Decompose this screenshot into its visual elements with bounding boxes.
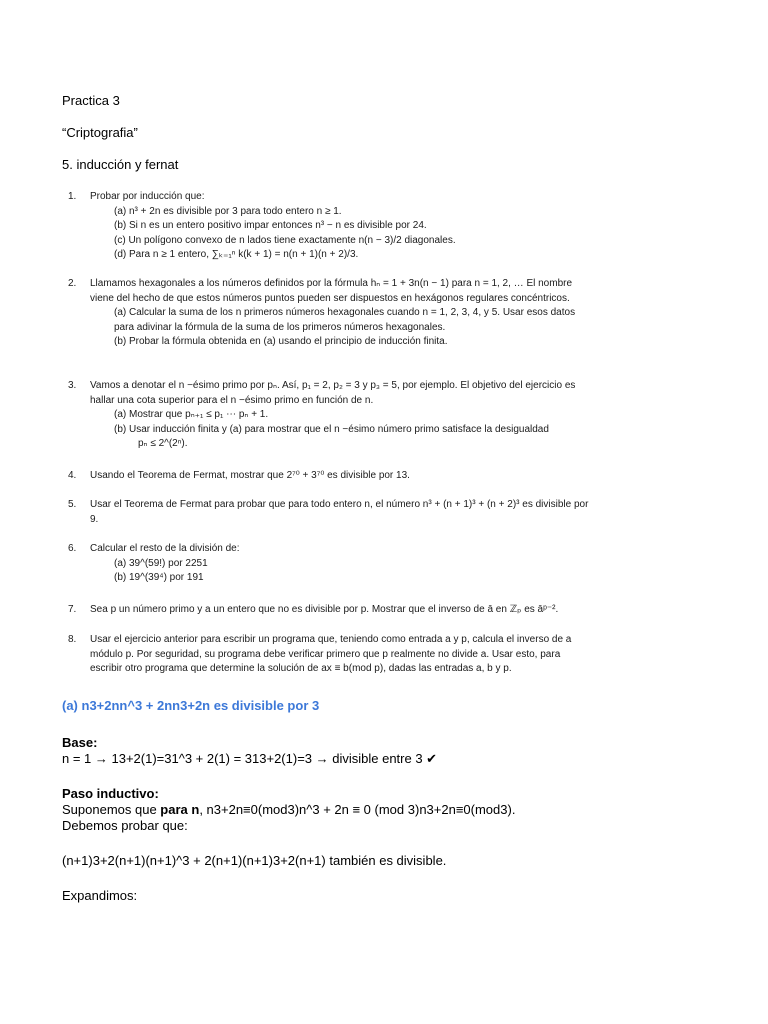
exercise-sheet-image	[62, 186, 592, 680]
exercise-number: 6.	[68, 543, 77, 554]
exercise-number: 4.	[68, 470, 77, 481]
exercise-item: (d) Para n ≥ 1 entero, ∑ₖ₌₁ⁿ k(k + 1) = n(n + 1)(n + 2)/3.	[114, 249, 359, 260]
exercise-intro: Calcular el resto de la división de:	[90, 543, 240, 554]
expand-text: Expandimos:	[62, 888, 138, 903]
exercise-intro: Usar el Teorema de Fermat para probar que para todo entero n, el número n³ + (n + 1)³ + (n + 2)³ es divisible por 9.	[90, 499, 589, 525]
exercise-intro: Sea p un número primo y a un entero que no es divisible por p. Mostrar que el inverso de ā en ℤₚ es āᵖ⁻².	[90, 604, 559, 615]
exercise-item: (b) Probar la fórmula obtenida en (a) usando el principio de inducción finita.	[114, 336, 448, 347]
doc-title: Practica 3	[62, 93, 120, 108]
answer-heading: (a) n3+2nn^3 + 2nn3+2n es divisible por 3	[62, 698, 320, 713]
exercise-number: 3.	[68, 380, 77, 391]
exercise-item: (b) Usar inducción finita y (a) para mostrar que el n −ésimo número primo satisface la desigualdad	[114, 423, 549, 435]
exercise-item: pₙ ≤ 2^(2ⁿ).	[138, 438, 188, 449]
section-heading: 5. inducción y fernat	[62, 157, 179, 172]
exercise-number: 8.	[68, 634, 77, 645]
exercise-number: 2.	[68, 278, 77, 289]
inductive-step-label: Paso inductivo:	[62, 786, 159, 801]
exercise-item: (a) 39^(59!) por 2251	[114, 557, 208, 569]
base-text: n = 1 → 13+2(1)=31^3 + 2(1) = 313+2(1)=3 → divisible entre 3 ✔	[62, 751, 438, 766]
exercise-item: (a) n³ + 2n es divisible por 3 para todo entero n ≥ 1.	[114, 205, 342, 217]
inductive-hypothesis	[62, 802, 515, 818]
hypothesis-bold: para n	[160, 802, 200, 817]
exercise-number: 7.	[68, 604, 77, 615]
base-label: Base:	[62, 735, 98, 750]
doc-subtitle: “Criptografia”	[62, 125, 138, 140]
exercise-intro: Probar por inducción que:	[90, 191, 205, 202]
exercise-item: (a) Calcular la suma de los n primeros números hexagonales cuando n = 1, 2, 3, 4, y 5. Usar esos datos para adivinar la fórmula de la suma de los primeros números hexagonales.	[114, 307, 576, 333]
exercise-number: 5.	[68, 499, 77, 510]
exercise-item: (a) Mostrar que pₙ₊₁ ≤ p₁ ⋯ pₙ + 1.	[114, 409, 269, 420]
exercise-intro: Usando el Teorema de Fermat, mostrar que 2⁷⁰ + 3⁷⁰ es divisible por 13.	[90, 470, 410, 481]
hypothesis-prefix: Suponemos que	[62, 802, 161, 817]
hypothesis-suffix: , n3+2n≡0(mod3)n^3 + 2n ≡ 0 (mod 3)n3+2n≡0(mod3).	[199, 802, 516, 817]
must-prove-text: Debemos probar que:	[62, 818, 188, 833]
exercise-number: 1.	[68, 191, 77, 202]
exercise-intro: Llamamos hexagonales a los números definidos por la fórmula hₙ = 1 + 3n(n − 1) para n = 1, 2, … El nombre viene del hecho de que estos números puntos pueden ser dispuestos en hexágonos regulares concéntricos.	[90, 278, 573, 304]
prove-statement: (n+1)3+2(n+1)(n+1)^3 + 2(n+1)(n+1)3+2(n+1) también es divisible.	[62, 853, 447, 868]
exercise-item: (c) Un polígono convexo de n lados tiene exactamente n(n − 3)/2 diagonales.	[114, 234, 456, 246]
exercise-item: (b) 19^(39⁴) por 191	[114, 572, 204, 583]
exercise-intro: Vamos a denotar el n −ésimo primo por pₙ. Así, p₁ = 2, p₂ = 3 y p₃ = 5, por ejemplo. El objetivo del ejercicio es hallar una cota superior para el n −ésimo primo en función de n.	[90, 380, 576, 406]
exercise-intro: Usar el ejercicio anterior para escribir un programa que, teniendo como entrada a y p, calcula el inverso de a módulo p. Por seguridad, su programa debe verificar primero que p realmente no divide a. Usar esto, para escribir otro programa que determine la solución de ax ≡ b(mod p), dadas las entradas a, b y p.	[90, 634, 572, 674]
exercise-item: (b) Si n es un entero positivo impar entonces n³ − n es divisible por 24.	[114, 220, 427, 231]
